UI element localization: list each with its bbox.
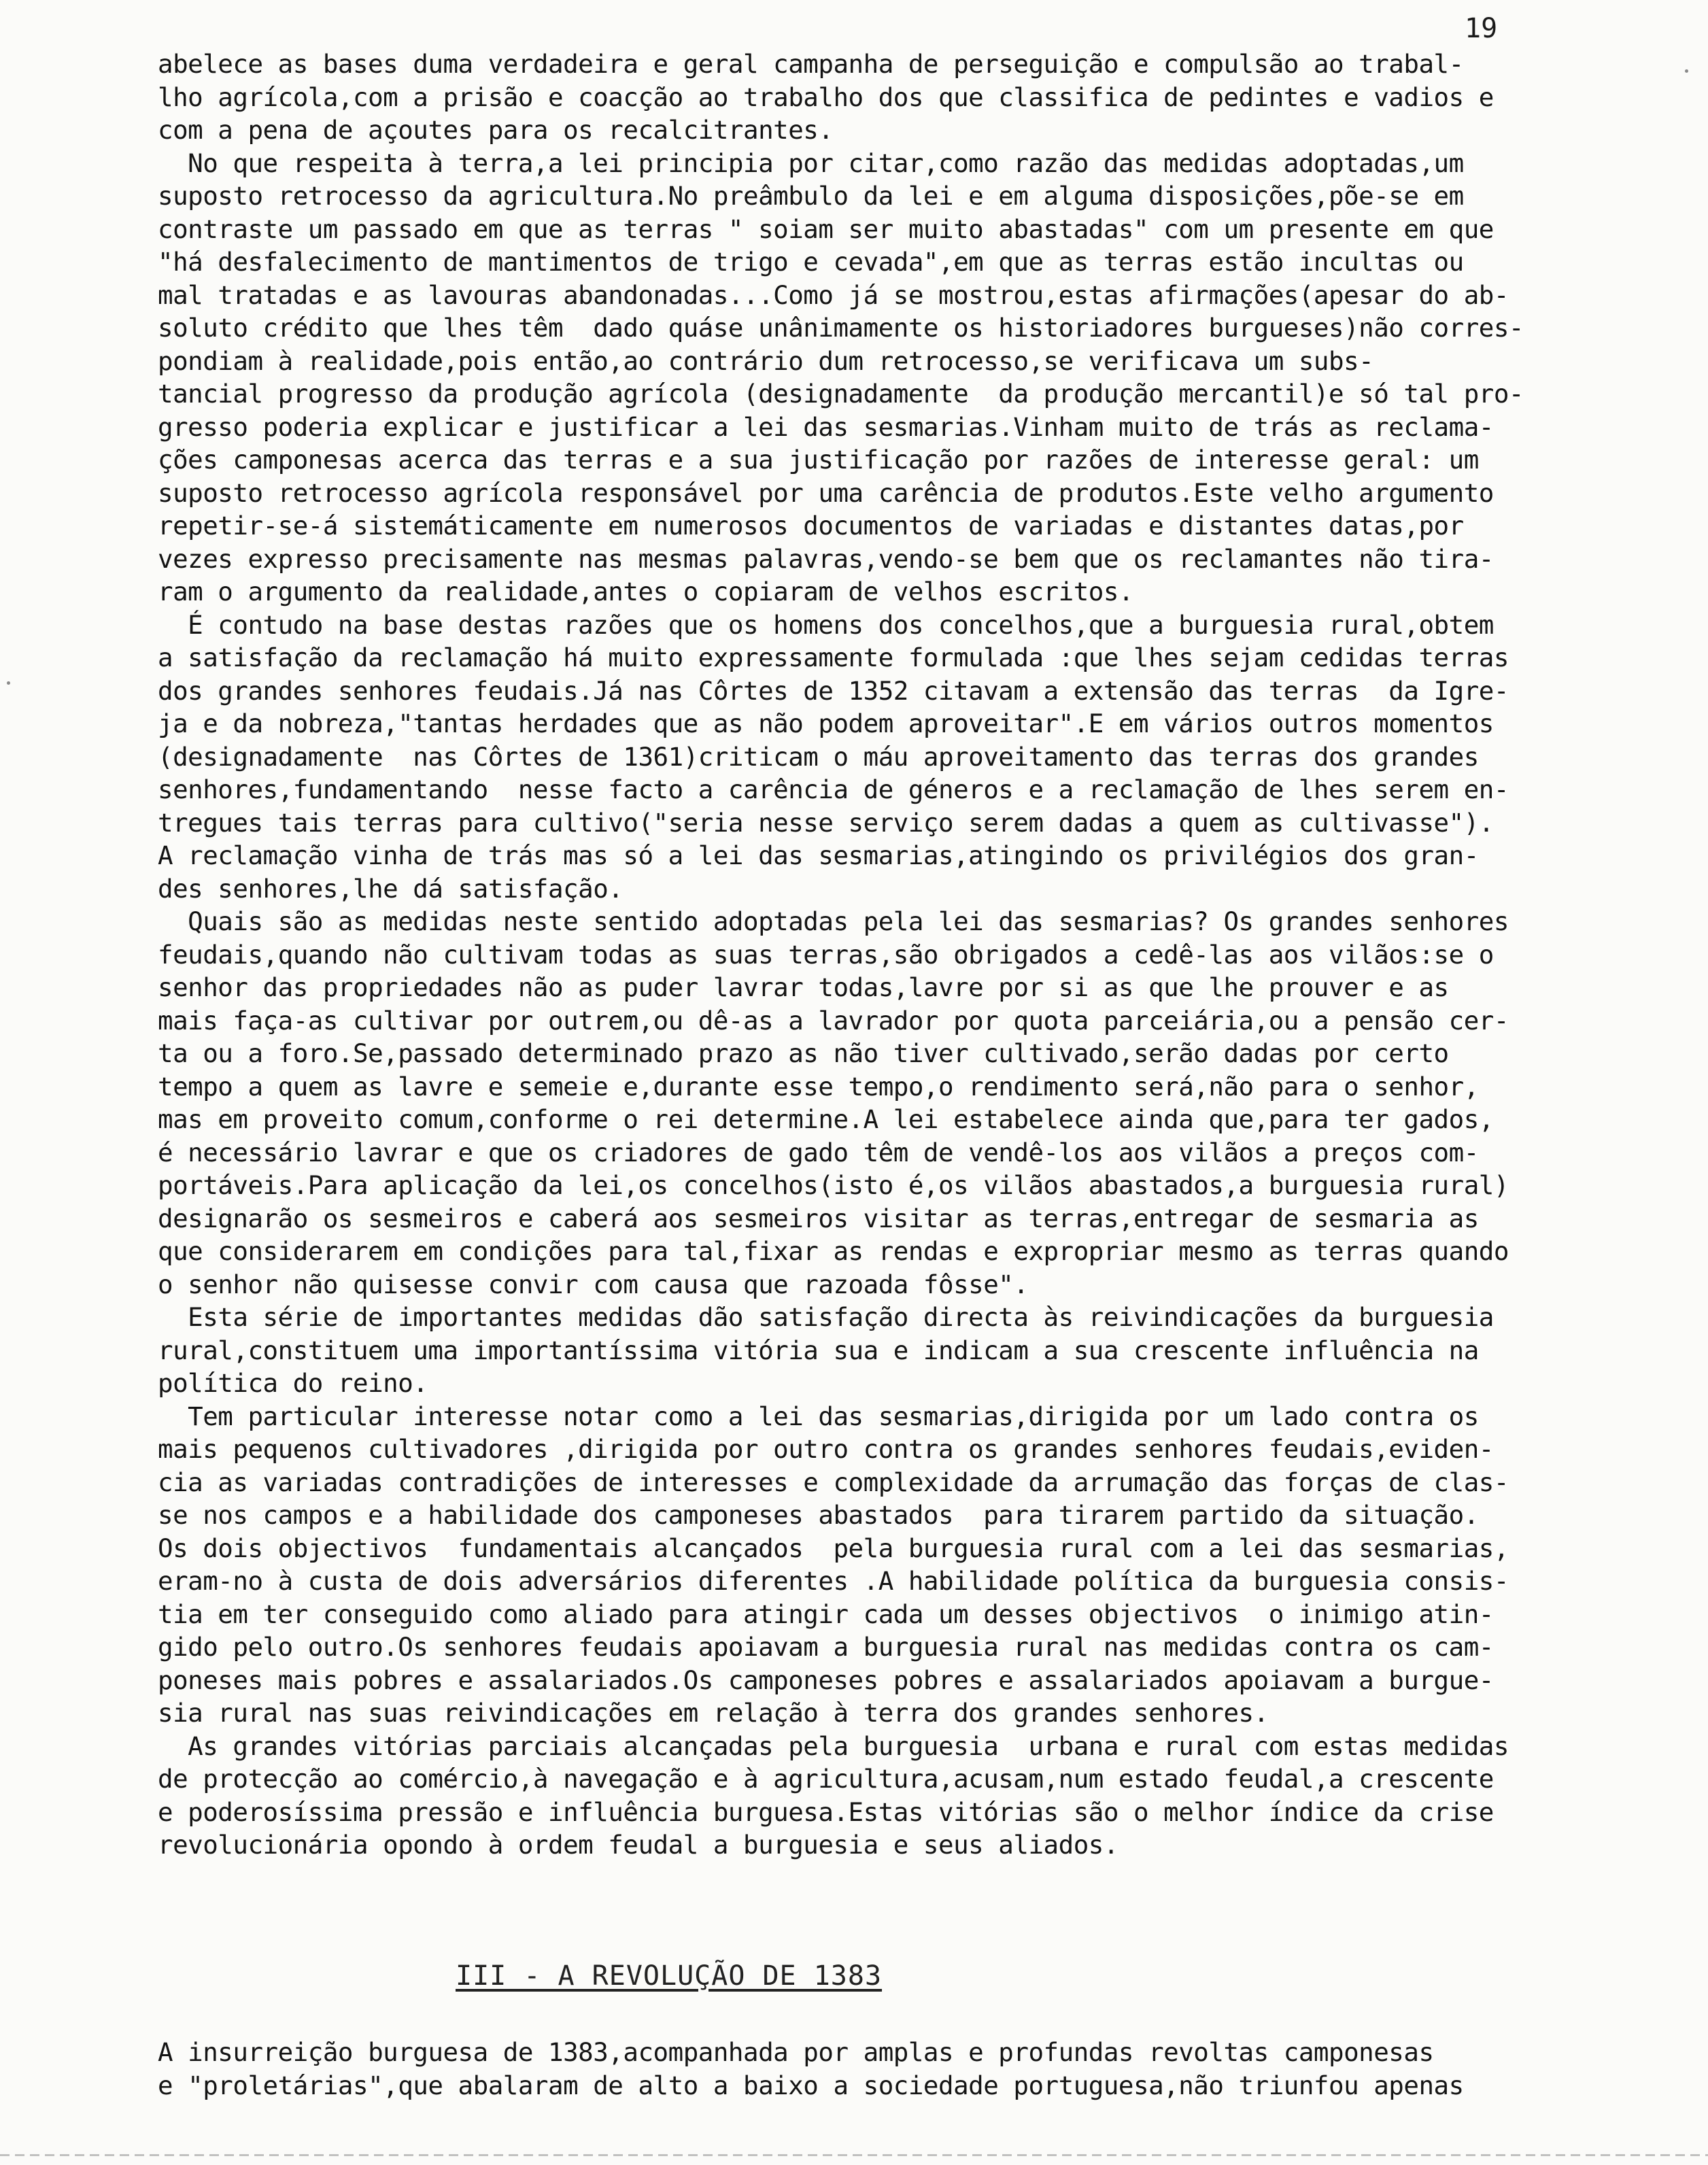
text-line: senhores,fundamentando nesse facto a carência de géneros e a reclamação de lhes serem en- xyxy=(158,774,1509,804)
text-line: contraste um passado em que as terras " soiam ser muito abastadas" com um presente em que xyxy=(158,214,1494,244)
text-line: No que respeita à terra,a lei principia por citar,como razão das medidas adoptadas,um xyxy=(158,148,1464,178)
section-heading: III - A REVOLUÇÃO DE 1383 xyxy=(456,1960,883,1992)
text-line: mais pequenos cultivadores ,dirigida por outro contra os grandes senhores feudais,eviden- xyxy=(158,1434,1494,1464)
page-number: 19 xyxy=(1465,13,1498,44)
text-line: lho agrícola,com a prisão e coacção ao trabalho dos que classifica de pedintes e vadios e xyxy=(158,82,1494,112)
text-line: cia as variadas contradições de interesses e complexidade da arrumação das forças de clas- xyxy=(158,1467,1509,1497)
section-opening-text xyxy=(158,2036,1626,2102)
text-line: política do reino. xyxy=(158,1368,428,1398)
text-line: ta ou a foro.Se,passado determinado prazo as não tiver cultivado,serão dadas por certo xyxy=(158,1038,1449,1068)
body-text xyxy=(158,48,1626,1862)
text-line: o senhor não quisesse convir com causa que razoada fôsse". xyxy=(158,1269,1029,1299)
text-line: eram-no à custa de dois adversários diferentes .A habilidade política da burguesia consis- xyxy=(158,1566,1509,1596)
text-line: se nos campos e a habilidade dos camponeses abastados para tirarem partido da situação. xyxy=(158,1500,1479,1530)
text-line: (designadamente nas Côrtes de 1361)criticam o máu aproveitamento das terras dos grandes xyxy=(158,741,1479,772)
bottom-edge-rule xyxy=(0,2154,1708,2156)
text-line: mais faça-as cultivar por outrem,ou dê-as a lavrador por quota parceiária,ou a pensão cer- xyxy=(158,1005,1509,1036)
text-line: mas em proveito comum,conforme o rei determine.A lei estabelece ainda que,para ter gados, xyxy=(158,1104,1494,1134)
text-line: As grandes vitórias parciais alcançadas pela burguesia urbana e rural com estas medidas xyxy=(158,1731,1509,1761)
text-line: suposto retrocesso agrícola responsável por uma carência de produtos.Este velho argumento xyxy=(158,477,1494,508)
text-line: designarão os sesmeiros e caberá aos sesmeiros visitar as terras,entregar de sesmaria as xyxy=(158,1203,1479,1233)
text-line: tregues tais terras para cultivo("seria nesse serviço serem dadas a quem as cultivasse"). xyxy=(158,807,1494,838)
text-line: ram o argumento da realidade,antes o copiaram de velhos escritos. xyxy=(158,577,1133,607)
text-line: senhor das propriedades não as puder lavrar todas,lavre por si as que lhe prouver e as xyxy=(158,972,1449,1002)
text-line: suposto retrocesso da agricultura.No preâmbulo da lei e em alguma disposições,põe-se em xyxy=(158,181,1464,211)
text-line: ções camponesas acerca das terras e a sua justificação por razões de interesse geral: um xyxy=(158,445,1479,475)
text-line: Esta série de importantes medidas dão satisfação directa às reivindicações da burguesia xyxy=(158,1302,1494,1332)
text-line: des senhores,lhe dá satisfação. xyxy=(158,873,624,904)
margin-mark xyxy=(7,681,10,685)
text-line: feudais,quando não cultivam todas as suas terras,são obrigados a cedê-las aos vilãos:se o xyxy=(158,939,1494,970)
text-line: gido pelo outro.Os senhores feudais apoiavam a burguesia rural nas medidas contra os cam- xyxy=(158,1632,1494,1662)
text-line: A insurreição burguesa de 1383,acompanhada por amplas e profundas revoltas camponesas xyxy=(158,2037,1434,2067)
text-line: dos grandes senhores feudais.Já nas Côrtes de 1352 citavam a extensão das terras da Igre- xyxy=(158,675,1509,706)
text-line: repetir-se-á sistemáticamente em numerosos documentos de variadas e distantes datas,por xyxy=(158,511,1464,541)
text-line: poneses mais pobres e assalariados.Os camponeses pobres e assalariados apoiavam a burgue- xyxy=(158,1665,1494,1695)
text-line: soluto crédito que lhes têm dado quáse unânimamente os historiadores burgueses)não corres- xyxy=(158,313,1524,343)
text-line: A reclamação vinha de trás mas só a lei das sesmarias,atingindo os privilégios dos gran- xyxy=(158,840,1479,870)
text-line: É contudo na base destas razões que os homens dos concelhos,que a burguesia rural,obtem xyxy=(158,609,1494,640)
text-line: e poderosíssima pressão e influência burguesa.Estas vitórias são o melhor índice da crise xyxy=(158,1796,1494,1827)
margin-mark xyxy=(1685,69,1688,73)
text-line: portáveis.Para aplicação da lei,os concelhos(isto é,os vilãos abastados,a burguesia rural) xyxy=(158,1170,1509,1200)
text-line: tia em ter conseguido como aliado para atingir cada um desses objectivos o inimigo atin- xyxy=(158,1599,1494,1629)
text-line: ja e da nobreza,"tantas herdades que as não podem aproveitar".E em vários outros momentos xyxy=(158,709,1494,738)
text-line: "há desfalecimento de mantimentos de trigo e cevada",em que as terras estão incultas ou xyxy=(158,247,1464,277)
text-line: sia rural nas suas reivindicações em relação à terra dos grandes senhores. xyxy=(158,1698,1269,1728)
text-line: com a pena de açoutes para os recalcitrantes. xyxy=(158,115,834,145)
text-line: rural,constituem uma importantíssima vitória sua e indicam a sua crescente influência na xyxy=(158,1335,1479,1365)
text-line: Os dois objectivos fundamentais alcançados pela burguesia rural com a lei das sesmarias, xyxy=(158,1533,1509,1563)
text-line: revolucionária opondo à ordem feudal a burguesia e seus aliados. xyxy=(158,1830,1118,1860)
text-line: tancial progresso da produção agrícola (designadamente da produção mercantil)e só tal pro- xyxy=(158,379,1524,409)
text-line: Tem particular interesse notar como a lei das sesmarias,dirigida por um lado contra os xyxy=(158,1401,1479,1431)
text-line: pondiam à realidade,pois então,ao contrário dum retrocesso,se verificava um subs- xyxy=(158,345,1374,376)
text-line: de protecção ao comércio,à navegação e à agricultura,acusam,num estado feudal,a crescente xyxy=(158,1764,1494,1794)
text-line: mal tratadas e as lavouras abandonadas...Como já se mostrou,estas afirmações(apesar do ab- xyxy=(158,279,1509,310)
text-line: a satisfação da reclamação há muito expressamente formulada :que lhes sejam cedidas terras xyxy=(158,643,1509,672)
text-line: abelece as bases duma verdadeira e geral campanha de perseguição e compulsão ao trabal- xyxy=(158,49,1464,79)
text-line: é necessário lavrar e que os criadores de gado têm de vendê-los aos vilãos a preços com- xyxy=(158,1137,1479,1167)
text-line: tempo a quem as lavre e semeie e,durante esse tempo,o rendimento será,não para o senhor, xyxy=(158,1071,1479,1102)
text-line: Quais são as medidas neste sentido adoptadas pela lei das sesmarias? Os grandes senhores xyxy=(158,906,1509,936)
text-line: e "proletárias",que abalaram de alto a baixo a sociedade portuguesa,não triunfou apenas xyxy=(158,2070,1464,2100)
text-line: gresso poderia explicar e justificar a lei das sesmarias.Vinham muito de trás as reclama- xyxy=(158,411,1494,442)
text-line: vezes expresso precisamente nas mesmas palavras,vendo-se bem que os reclamantes não tira- xyxy=(158,543,1494,574)
text-line: que considerarem em condições para tal,fixar as rendas e expropriar mesmo as terras quando xyxy=(158,1236,1509,1266)
